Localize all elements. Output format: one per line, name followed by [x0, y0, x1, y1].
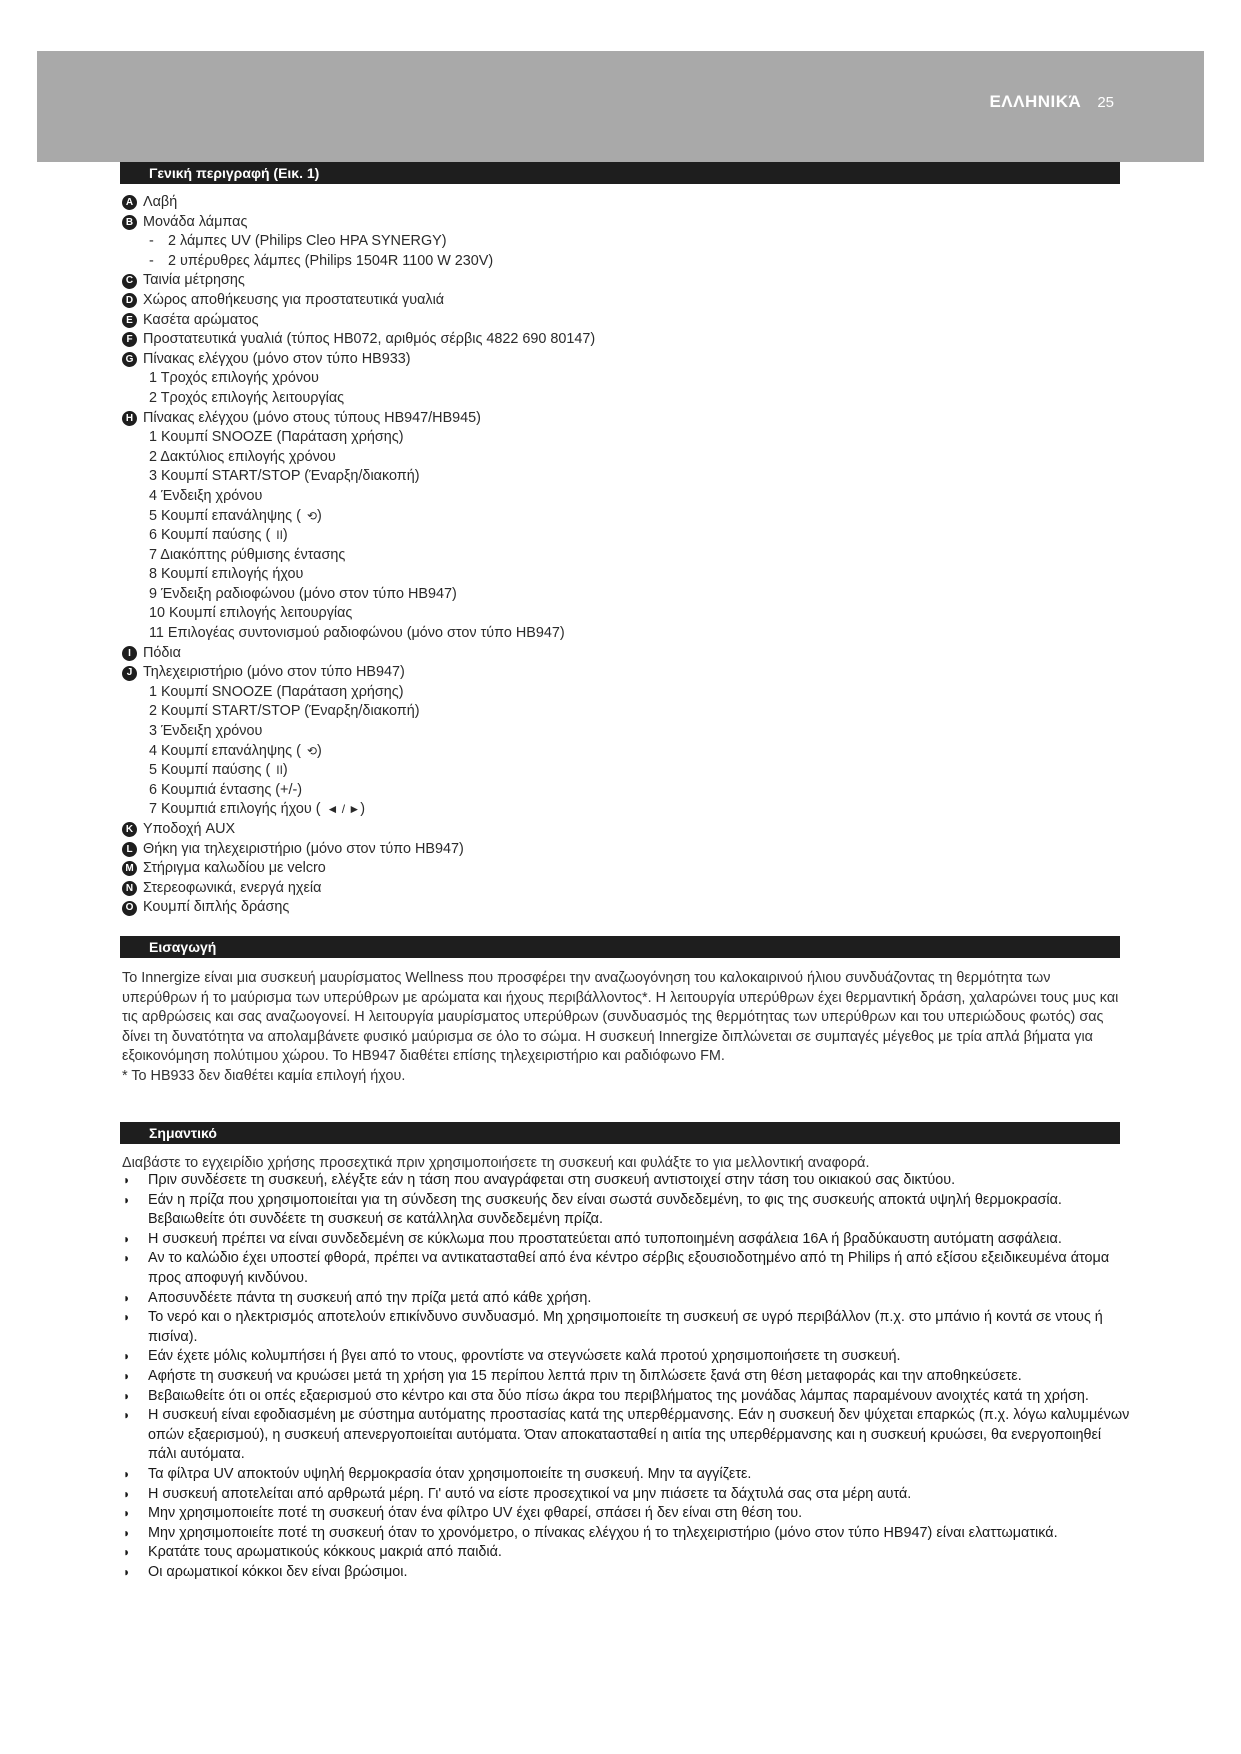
part-sublabel: 2 Τροχός επιλογής λειτουργίας: [149, 389, 345, 406]
bullet-icon: ◗: [123, 1525, 131, 1540]
bullet-icon: ◗: [123, 1408, 131, 1423]
part-sublabel-tail: ): [316, 507, 322, 524]
part-sublabel: 9 Ένδειξη ραδιοφώνου (μόνο στον τύπο HB947): [149, 585, 457, 602]
part-sublabel: 4 Κουμπί επανάληψης (: [149, 742, 301, 759]
part-letter-badge: I: [122, 646, 137, 661]
warnings-list: [122, 1171, 1132, 1582]
warning-item: [122, 1367, 1132, 1387]
part-item: [122, 840, 1022, 860]
part-label: Θήκη για τηλεχειριστήριο (μόνο στον τύπο HB947): [143, 840, 464, 857]
part-subitem: [122, 781, 1022, 801]
dash-marker: -: [149, 252, 154, 269]
part-sublabel: 8 Κουμπί επιλογής ήχου: [149, 566, 304, 583]
bullet-icon: ◗: [123, 1368, 131, 1383]
part-label: Πίνακας ελέγχου (μόνο στους τύπους HB947/HB945): [143, 409, 481, 426]
part-letter-badge: E: [122, 313, 137, 328]
warning-item: [122, 1191, 1132, 1230]
part-subitem: [122, 585, 1022, 605]
dash-marker: -: [149, 233, 154, 250]
part-label: Κουμπί διπλής δράσης: [143, 899, 290, 916]
part-item: [122, 409, 1022, 429]
language-label: ΕΛΛΗΝΙΚΆ: [989, 92, 1082, 111]
part-item: [122, 644, 1022, 664]
part-sublabel: 2 λάμπες UV (Philips Cleo HPA SYNERGY): [168, 233, 447, 250]
warning-item: [122, 1485, 1132, 1505]
bullet-icon: ◗: [123, 1251, 131, 1266]
part-item: [122, 350, 1022, 370]
part-letter-badge: D: [122, 293, 137, 308]
section-important-heading: Σημαντικό: [120, 1122, 1120, 1144]
warning-text: Αν το καλώδιο έχει υποστεί φθορά, πρέπει να αντικατασταθεί από ένα κέντρο σέρβις εξουσιοδοτημένο από τη Philips ή από εξίσου εξειδικευμένα άτομα προς αποφυγή κινδύνου.: [148, 1250, 1110, 1286]
part-subitem: [122, 800, 1022, 820]
part-item: [122, 663, 1022, 683]
part-letter-badge: A: [122, 195, 137, 210]
bullet-icon: ◗: [123, 1349, 131, 1364]
part-subitem: [122, 565, 1022, 585]
part-subitem: [122, 232, 1022, 252]
part-subitem: [122, 526, 1022, 546]
part-subitem: [122, 624, 1022, 644]
part-subitem: [122, 369, 1022, 389]
part-label: Τηλεχειριστήριο (μόνο στον τύπο HB947): [143, 664, 405, 681]
bullet-icon: ◗: [123, 1388, 131, 1403]
part-sublabel: 2 Δακτύλιος επιλογής χρόνου: [149, 448, 336, 465]
part-subitem: [122, 683, 1022, 703]
part-sublabel: 7 Διακόπτης ρύθμισης έντασης: [149, 546, 346, 563]
warning-item: [122, 1504, 1132, 1524]
part-letter-badge: N: [122, 881, 137, 896]
part-subitem: [122, 467, 1022, 487]
bullet-icon: ◗: [123, 1466, 131, 1481]
control-symbol-icon: II: [276, 763, 283, 778]
part-label: Υποδοχή AUX: [143, 821, 236, 837]
part-subitem: [122, 722, 1022, 742]
part-sublabel: 2 υπέρυθρες λάμπες (Philips 1504R 1100 W 230V): [168, 252, 494, 269]
part-label: Μονάδα λάμπας: [143, 213, 248, 230]
warning-item: [122, 1347, 1132, 1367]
page-number: 25: [1097, 94, 1114, 111]
bullet-icon: ◗: [123, 1231, 131, 1246]
part-sublabel: 10 Κουμπί επιλογής λειτουργίας: [149, 605, 353, 622]
part-sublabel: 11 Επιλογέας συντονισμού ραδιοφώνου (μόνο στον τύπο HB947): [149, 625, 565, 642]
warning-text: Αφήστε τη συσκευή να κρυώσει μετά τη χρήση για 15 περίπου λεπτά πριν τη διπλώσετε ξανά στη θέση μεταφοράς και την αποθηκεύσετε.: [148, 1367, 1022, 1384]
part-item: [122, 291, 1022, 311]
warning-text: Πριν συνδέσετε τη συσκευή, ελέγξτε εάν η τάση που αναγράφεται στη συσκευή αντιστοιχεί στην τάση του οικιακού σας δικτύου.: [148, 1172, 956, 1188]
warning-item: [122, 1171, 1132, 1191]
part-letter-badge: C: [122, 274, 137, 289]
part-item: [122, 213, 1022, 233]
part-letter-badge: H: [122, 411, 137, 426]
part-subitem: [122, 389, 1022, 409]
part-item: [122, 859, 1022, 879]
part-label: Κασέτα αρώματος: [143, 311, 259, 328]
part-sublabel: 2 Κουμπί START/STOP (Έναρξη/διακοπή): [149, 703, 420, 720]
part-sublabel: 1 Κουμπί SNOOZE (Παράταση χρήσης): [149, 683, 404, 700]
bullet-icon: ◗: [123, 1545, 131, 1560]
intro-block: [122, 969, 1122, 1087]
warning-item: [122, 1465, 1132, 1485]
bullet-icon: ◗: [123, 1290, 131, 1305]
warning-text: Το νερό και ο ηλεκτρισμός αποτελούν επικίνδυνο συνδυασμό. Μη χρησιμοποιείτε τη συσκευή σε υγρό περιβάλλον (π.χ. στο μπάνιο ή κοντά σε ντους ή πισίνα).: [148, 1309, 1103, 1345]
warning-item: [122, 1406, 1132, 1465]
part-item: [122, 330, 1022, 350]
warning-text: Η συσκευή αποτελείται από αρθρωτά μέρη. Γι' αυτό να είστε προσεχτικοί να μην πιάσετε τα δάχτυλά σας στα μέρη αυτά.: [148, 1485, 912, 1502]
important-intro: Διαβάστε το εγχειρίδιο χρήσης προσεχτικά πριν χρησιμοποιήσετε τη συσκευή και φυλάξτε το για μελλοντική αναφορά.: [122, 1155, 870, 1171]
bullet-icon: ◗: [123, 1192, 131, 1207]
part-letter-badge: K: [122, 822, 137, 837]
warning-item: [122, 1387, 1132, 1407]
warning-text: Εάν η πρίζα που χρησιμοποιείται για τη σύνδεση της συσκευής δεν είναι σωστά συνδεδεμένη, το φις της συσκευής αποκτά υψηλή θερμοκρασία. Βεβαιωθείτε ότι συνδέετε τη συσκευή σε κατάλληλα συνδεδεμένη πρίζα.: [148, 1191, 1062, 1228]
section-general-heading: Γενική περιγραφή (Εικ. 1): [120, 162, 1120, 184]
warning-text: Τα φίλτρα UV αποκτούν υψηλή θερμοκρασία όταν χρησιμοποιείτε τη συσκευή. Μην τα αγγίζετε.: [148, 1465, 752, 1482]
warning-text: Εάν έχετε μόλις κολυμπήσει ή βγει από το ντους, φροντίστε να στεγνώσετε καλά προτού χρησιμοποιήσετε τη συσκευή.: [148, 1348, 901, 1365]
bullet-icon: ◗: [123, 1310, 131, 1325]
warning-text: Μην χρησιμοποιείτε ποτέ τη συσκευή όταν το χρονόμετρο, ο πίνακας ελέγχου ή το τηλεχειριστήριο (μόνο στον τύπο HB947) είναι ελαττωματικά.: [148, 1524, 1058, 1541]
part-label: Χώρος αποθήκευσης για προστατευτικά γυαλιά: [143, 291, 445, 308]
part-sublabel: 7 Κουμπιά επιλογής ήχου (: [149, 801, 321, 818]
part-sublabel-tail: ): [282, 527, 288, 544]
warning-text: Οι αρωματικοί κόκκοι δεν είναι βρώσιμοι.: [148, 1563, 408, 1580]
part-sublabel: 3 Ένδειξη χρόνου: [149, 723, 263, 740]
part-item: [122, 193, 1022, 213]
part-sublabel: 6 Κουμπιά έντασης (+/-): [149, 781, 303, 798]
part-sublabel: 3 Κουμπί START/STOP (Έναρξη/διακοπή): [149, 468, 420, 485]
part-label: Πόδια: [143, 644, 181, 661]
section-intro-heading: Εισαγωγή: [120, 936, 1120, 958]
control-symbol-icon: II: [276, 528, 283, 543]
part-label: Λαβή: [143, 194, 178, 210]
part-item: [122, 879, 1022, 899]
control-symbol-icon: ⟲: [306, 508, 317, 523]
part-item: [122, 271, 1022, 291]
part-sublabel-tail: ): [282, 762, 288, 779]
part-letter-badge: F: [122, 332, 137, 347]
part-sublabel-tail: ): [360, 801, 366, 818]
part-letter-badge: B: [122, 215, 137, 230]
warning-item: [122, 1563, 1132, 1583]
part-sublabel: 1 Κουμπί SNOOZE (Παράταση χρήσης): [149, 429, 404, 446]
intro-footnote: * Το HB933 δεν διαθέτει καμία επιλογή ήχου.: [122, 1067, 406, 1084]
page-header: [989, 92, 1114, 112]
control-symbol-icon: ◄ / ►: [326, 802, 361, 817]
part-subitem: [122, 761, 1022, 781]
warning-item: [122, 1249, 1132, 1288]
warning-item: [122, 1308, 1132, 1347]
warning-text: Μην χρησιμοποιείτε ποτέ τη συσκευή όταν ένα φίλτρο UV έχει φθαρεί, σπάσει ή δεν είναι στη θέση του.: [148, 1505, 803, 1522]
part-label: Στερεοφωνικά, ενεργά ηχεία: [143, 879, 322, 896]
part-subitem: [122, 252, 1022, 272]
part-subitem: [122, 507, 1022, 527]
part-letter-badge: M: [122, 861, 137, 876]
part-sublabel: 5 Κουμπί επανάληψης (: [149, 507, 301, 524]
warning-item: [122, 1289, 1132, 1309]
part-item: [122, 820, 1022, 840]
part-sublabel-tail: ): [316, 742, 322, 759]
bullet-icon: ◗: [123, 1506, 131, 1521]
warning-item: [122, 1230, 1132, 1250]
part-label: Ταινία μέτρησης: [143, 272, 245, 289]
part-subitem: [122, 702, 1022, 722]
part-item: [122, 311, 1022, 331]
part-letter-badge: L: [122, 842, 137, 857]
part-label: Πίνακας ελέγχου (μόνο στον τύπο HB933): [143, 350, 411, 367]
part-subitem: [122, 546, 1022, 566]
bullet-icon: ◗: [123, 1173, 131, 1187]
part-label: Προστατευτικά γυαλιά (τύπος HB072, αριθμός σέρβις 4822 690 80147): [143, 331, 596, 348]
part-letter-badge: J: [122, 666, 137, 681]
part-letter-badge: G: [122, 352, 137, 367]
warning-text: Η συσκευή είναι εφοδιασμένη με σύστημα αυτόματης προστασίας κατά της υπερθέρμανσης. Εάν η συσκευή δεν ψύχεται επαρκώς (π.χ. λόγω καλυμμένων οπών εξαερισμού), η συσκευή απενεργοποιείται αυτόματα. Όταν αποκατασταθεί η αιτία της υπερθέρμανσης και η συσκευή κρυώσει, θα ενεργοποιηθεί πάλι αυτόματα.: [148, 1407, 1130, 1463]
part-sublabel: 5 Κουμπί παύσης (: [149, 762, 271, 779]
warning-item: [122, 1524, 1132, 1544]
parts-list: [122, 193, 1022, 918]
warning-text: Κρατάτε τους αρωματικούς κόκκους μακριά από παιδιά.: [148, 1544, 502, 1561]
part-sublabel: 1 Τροχός επιλογής χρόνου: [149, 370, 319, 387]
warning-item: [122, 1543, 1132, 1563]
part-letter-badge: O: [122, 901, 137, 916]
part-sublabel: 6 Κουμπί παύσης (: [149, 527, 271, 544]
warning-text: Η συσκευή πρέπει να είναι συνδεδεμένη σε κύκλωμα που προστατεύεται από τυποποιημένη ασφάλεια 16A ή βραδύκαυστη αυτόματη ασφάλεια.: [148, 1230, 1062, 1247]
intro-paragraph: Το Innergize είναι μια συσκευή μαυρίσματος Wellness που προσφέρει την αναζωογόνηση του καλοκαιρινού ήλιου συνδυάζοντας τη θερμότητα των υπερύθρων ή το μαύρισμα των υπερύθρων με αρώματα και ήχους περιβάλλοντος*. Η λειτουργία υπερύθρων έχει θερμαντική δράση, χαλαρώνει τους μυς και τις αρθρώσεις και σας αναζωογονεί. Η λειτουργία μαυρίσματος υπερύθρων (συνδυασμός της θερμότητας των υπερύθρων και του υπεριώδους φωτός) σας δίνει τη δυνατότητα να απολαμβάνετε φυσικό μαύρισμα σε όλο το σώμα. Η συσκευή Innergize διπλώνεται σε συμπαγές μέγεθος με τρία απλά βήματα για εξοικονόμηση πολύτιμου χώρου. Το HB947 διαθέτει επίσης τηλεχειριστήριο και ραδιόφωνο FM.: [122, 970, 1119, 1065]
part-subitem: [122, 487, 1022, 507]
part-label: Στήριγμα καλωδίου με velcro: [143, 860, 326, 877]
bullet-icon: ◗: [123, 1486, 131, 1501]
part-subitem: [122, 742, 1022, 762]
part-item: [122, 898, 1022, 918]
warning-text: Βεβαιωθείτε ότι οι οπές εξαερισμού στο κέντρο και στα δύο πίσω άκρα του περιβλήματος της μονάδας λάμπας παραμένουν ανοιχτές κατά τη χρήση.: [148, 1387, 1089, 1404]
part-subitem: [122, 428, 1022, 448]
warning-text: Αποσυνδέετε πάντα τη συσκευή από την πρίζα μετά από κάθε χρήση.: [148, 1289, 592, 1306]
bullet-icon: ◗: [123, 1564, 131, 1579]
part-sublabel: 4 Ένδειξη χρόνου: [149, 487, 263, 504]
control-symbol-icon: ⟲: [306, 743, 317, 758]
part-subitem: [122, 604, 1022, 624]
part-subitem: [122, 448, 1022, 468]
